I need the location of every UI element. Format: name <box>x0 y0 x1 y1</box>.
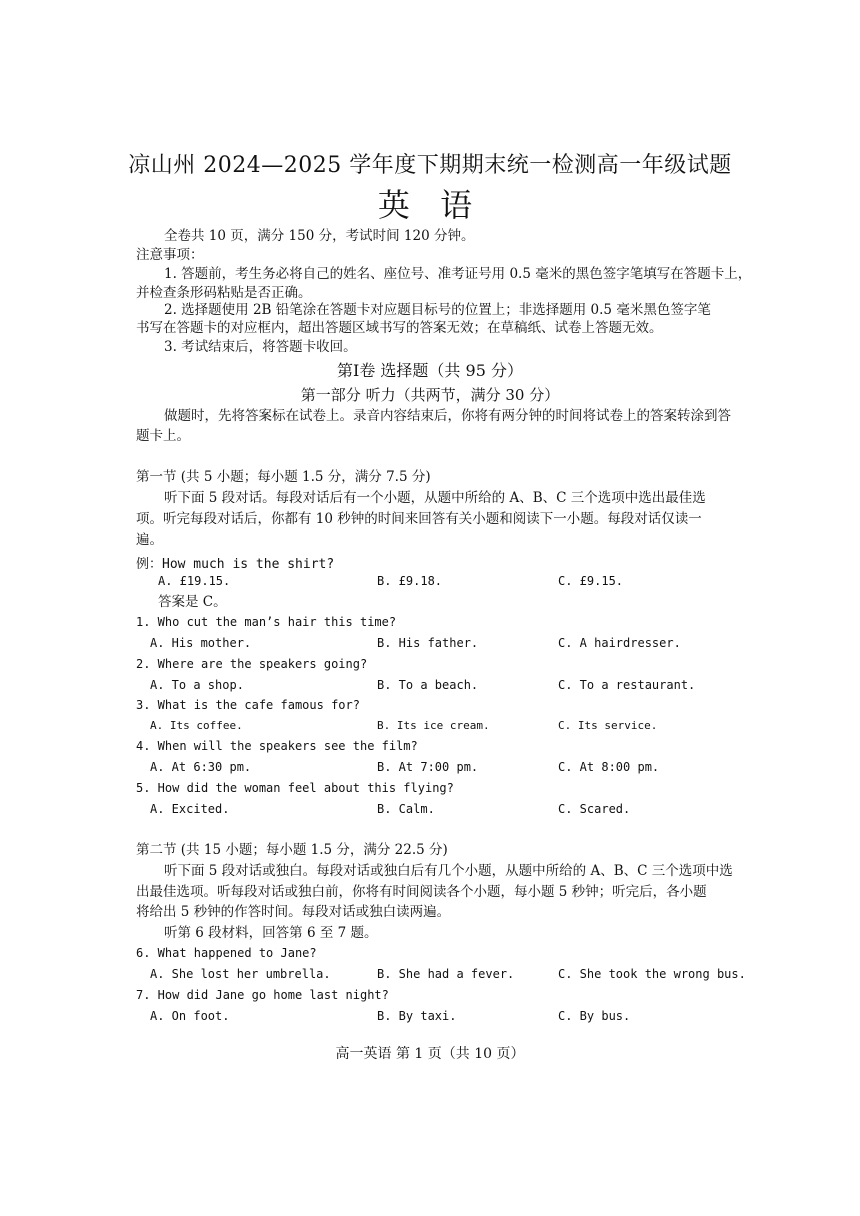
question-7-option-a: A. On foot. <box>150 1009 230 1023</box>
question-5-option-b: B. Calm. <box>377 802 435 816</box>
subject-title: 英 语 <box>377 186 483 224</box>
notice-item-3: 3. 考试结束后，将答题卡收回。 <box>164 339 357 355</box>
question-4-option-c: C. At 8:00 pm. <box>558 760 660 774</box>
section1-directions-line-1: 听下面 5 段对话。每段对话后有一个小题，从题中所给的 A、B、C 三个选项中选出最佳选 <box>164 490 706 506</box>
question-6: 6. What happened to Jane? <box>136 946 317 960</box>
example-option-a: A. £19.15. <box>158 574 231 588</box>
question-7-option-b: B. By taxi. <box>377 1009 457 1023</box>
question-1-option-c: C. A hairdresser. <box>558 636 681 650</box>
question-4-option-a: A. At 6:30 pm. <box>150 760 252 774</box>
question-2-option-b: B. To a beach. <box>377 678 479 692</box>
question-3: 3. What is the cafe famous for? <box>136 698 360 712</box>
intro-text: 全卷共 10 页，满分 150 分，考试时间 120 分钟。 <box>164 228 475 244</box>
question-2-option-c: C. To a restaurant. <box>558 678 696 692</box>
question-5: 5. How did the woman feel about this flying? <box>136 781 454 795</box>
page-footer: 高一英语 第 1 页（共 10 页） <box>335 1046 525 1062</box>
notice-label: 注意事项： <box>136 247 204 263</box>
example-question: 例：How much is the shirt? <box>136 557 335 572</box>
notice-item-1-line-2: 并检查条形码粘贴是否正确。 <box>136 285 312 301</box>
question-7: 7. How did Jane go home last night? <box>136 988 389 1002</box>
section2-title: 第二节 (共 15 小题；每小题 1.5 分，满分 22.5 分) <box>136 842 448 858</box>
question-2-option-a: A. To a shop. <box>150 678 244 692</box>
question-3-option-b: B. Its ice cream. <box>377 719 490 732</box>
part1-title: 第一部分 听力（共两节，满分 30 分） <box>300 386 560 404</box>
notice-item-2-line-2: 书写在答题卡的对应框内，超出答题区域书写的答案无效；在草稿纸、试卷上答题无效。 <box>136 320 663 336</box>
section1-directions-line-2: 项。听完每段对话后，你都有 10 秒钟的时间来回答有关小题和阅读下一小题。每段对话仅读一 <box>136 511 702 527</box>
question-3-option-c: C. Its service. <box>558 719 658 732</box>
question-1-option-a: A. His mother. <box>150 636 252 650</box>
section2-directions-line-3: 将给出 5 秒钟的作答时间。每段对话或独白读两遍。 <box>136 904 451 920</box>
exam-title: 凉山州 2024—2025 学年度下期期末统一检测高一年级试题 <box>128 153 732 178</box>
question-3-option-a: A. Its coffee. <box>150 719 243 732</box>
question-6-option-b: B. She had a fever. <box>377 967 515 981</box>
volume-title: 第Ⅰ卷 选择题（共 95 分） <box>337 361 523 380</box>
example-answer: 答案是 C。 <box>158 594 227 610</box>
section1-title: 第一节 (共 5 小题；每小题 1.5 分，满分 7.5 分) <box>136 469 431 485</box>
section2-directions-line-1: 听下面 5 段对话或独白。每段对话或独白后有几个小题，从题中所给的 A、B、C 三个选项中选 <box>164 863 733 879</box>
question-1: 1. Who cut the man’s hair this time? <box>136 615 397 629</box>
question-4: 4. When will the speakers see the film? <box>136 739 418 753</box>
question-1-option-b: B. His father. <box>377 636 479 650</box>
section1-directions-line-3: 遍。 <box>136 532 163 548</box>
notice-item-1-line-1: 1. 答题前，考生务必将自己的姓名、座位号、准考证号用 0.5 毫米的黑色签字笔填写在答题卡上， <box>164 266 752 282</box>
question-5-option-c: C. Scared. <box>558 802 631 816</box>
question-7-option-c: C. By bus. <box>558 1009 631 1023</box>
question-2: 2. Where are the speakers going? <box>136 657 368 671</box>
notice-item-2-line-1: 2. 选择题使用 2B 铅笔涂在答题卡对应题目标号的位置上；非选择题用 0.5 毫米黑色签字笔 <box>164 302 711 318</box>
question-6-option-c: C. She took the wrong bus. <box>558 967 746 981</box>
question-5-option-a: A. Excited. <box>150 802 230 816</box>
part1-instruction-line-1: 做题时，先将答案标在试卷上。录音内容结束后，你将有两分钟的时间将试卷上的答案转涂到答 <box>164 408 731 424</box>
question-6-option-a: A. She lost her umbrella. <box>150 967 331 981</box>
example-option-b: B. £9.18. <box>377 574 443 588</box>
example-option-c: C. £9.15. <box>558 574 624 588</box>
section2-material-note: 听第 6 段材料，回答第 6 至 7 题。 <box>164 925 378 941</box>
section2-directions-line-2: 出最佳选项。听每段对话或独白前，你将有时间阅读各个小题，每小题 5 秒钟；听完后，各小题 <box>136 884 707 900</box>
part1-instruction-line-2: 题卡上。 <box>136 428 190 444</box>
question-4-option-b: B. At 7:00 pm. <box>377 760 479 774</box>
